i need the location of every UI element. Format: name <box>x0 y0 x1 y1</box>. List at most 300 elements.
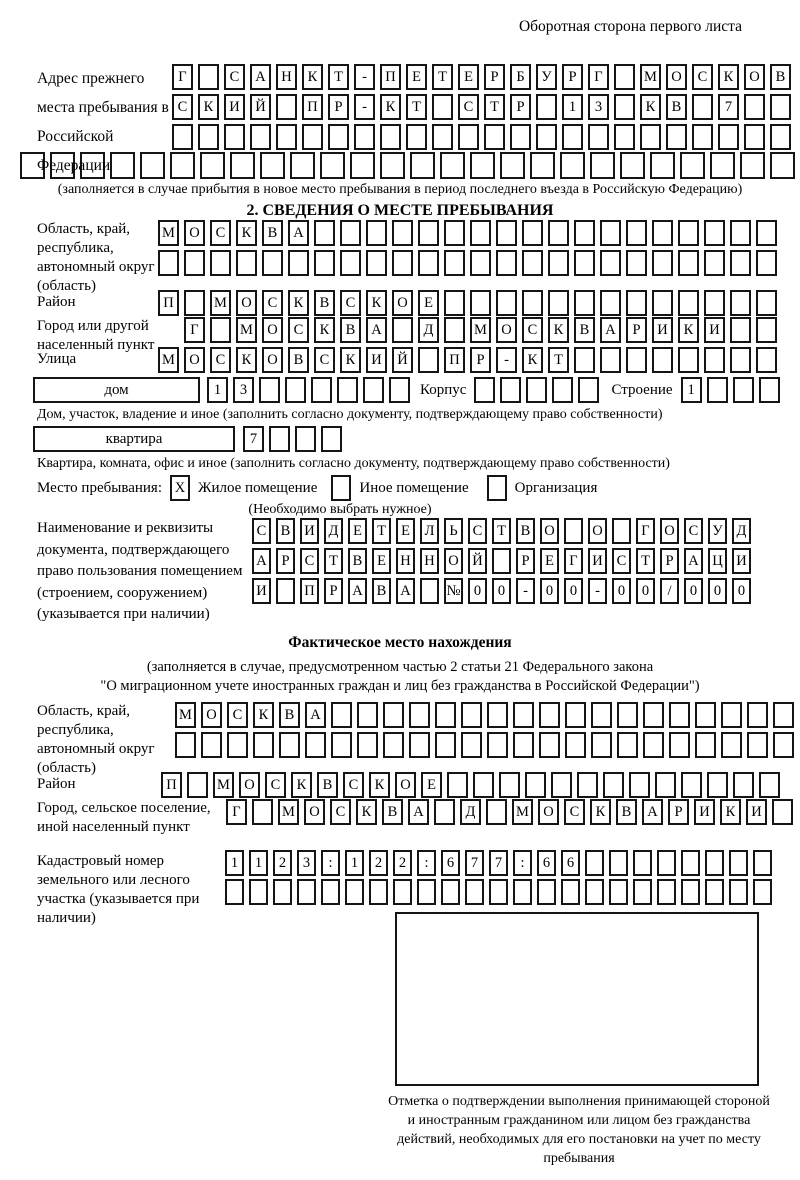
form-cell[interactable]: К <box>356 799 377 825</box>
form-cell[interactable]: Р <box>626 317 647 343</box>
form-cell[interactable]: С <box>343 772 364 798</box>
form-cell[interactable]: А <box>684 548 703 574</box>
form-cell[interactable]: В <box>616 799 637 825</box>
form-cell[interactable] <box>733 377 754 403</box>
form-cell[interactable]: О <box>184 347 205 373</box>
form-cell[interactable] <box>744 94 765 120</box>
form-cell[interactable] <box>470 220 491 246</box>
form-cell[interactable]: 7 <box>465 850 484 876</box>
form-cell[interactable]: О <box>239 772 260 798</box>
form-cell[interactable] <box>669 732 690 758</box>
form-cell[interactable] <box>522 290 543 316</box>
form-cell[interactable] <box>704 290 725 316</box>
form-cell[interactable] <box>574 220 595 246</box>
form-cell[interactable] <box>526 377 547 403</box>
form-cell[interactable]: А <box>366 317 387 343</box>
form-cell[interactable] <box>392 250 413 276</box>
form-cell[interactable]: Й <box>392 347 413 373</box>
form-cell[interactable] <box>552 377 573 403</box>
form-cell[interactable] <box>678 250 699 276</box>
form-cell[interactable] <box>756 220 777 246</box>
form-cell[interactable] <box>733 772 754 798</box>
form-cell[interactable] <box>772 799 793 825</box>
form-cell[interactable] <box>770 124 791 150</box>
form-cell[interactable]: Ц <box>708 548 727 574</box>
form-cell[interactable]: К <box>314 317 335 343</box>
form-cell[interactable] <box>744 124 765 150</box>
form-cell[interactable]: О <box>444 548 463 574</box>
form-cell[interactable]: К <box>291 772 312 798</box>
form-cell[interactable]: У <box>536 64 557 90</box>
form-cell[interactable] <box>522 220 543 246</box>
form-cell[interactable] <box>500 377 521 403</box>
form-cell[interactable] <box>652 220 673 246</box>
form-cell[interactable]: О <box>588 518 607 544</box>
form-cell[interactable]: К <box>302 64 323 90</box>
form-cell[interactable] <box>496 250 517 276</box>
form-cell[interactable]: О <box>744 64 765 90</box>
form-cell[interactable]: 0 <box>564 578 583 604</box>
form-cell[interactable] <box>756 290 777 316</box>
form-cell[interactable] <box>730 347 751 373</box>
form-cell[interactable] <box>629 772 650 798</box>
zhiloe-checkbox[interactable]: X <box>170 475 190 501</box>
form-cell[interactable]: О <box>496 317 517 343</box>
form-cell[interactable]: Е <box>421 772 442 798</box>
form-cell[interactable] <box>770 94 791 120</box>
form-cell[interactable]: И <box>224 94 245 120</box>
form-cell[interactable] <box>273 879 292 905</box>
form-cell[interactable]: - <box>354 64 375 90</box>
form-cell[interactable] <box>489 879 508 905</box>
form-cell[interactable] <box>444 317 465 343</box>
form-cell[interactable] <box>565 702 586 728</box>
form-cell[interactable] <box>321 426 342 452</box>
form-cell[interactable]: К <box>236 220 257 246</box>
form-cell[interactable]: О <box>666 64 687 90</box>
form-cell[interactable] <box>770 152 795 179</box>
form-cell[interactable]: О <box>304 799 325 825</box>
form-cell[interactable]: 2 <box>369 850 388 876</box>
form-cell[interactable] <box>773 732 794 758</box>
form-cell[interactable]: М <box>210 290 231 316</box>
form-cell[interactable]: И <box>588 548 607 574</box>
form-cell[interactable]: / <box>660 578 679 604</box>
form-cell[interactable] <box>410 152 435 179</box>
form-cell[interactable]: С <box>288 317 309 343</box>
form-cell[interactable]: П <box>161 772 182 798</box>
form-cell[interactable] <box>357 732 378 758</box>
form-cell[interactable] <box>444 250 465 276</box>
form-cell[interactable]: С <box>262 290 283 316</box>
form-cell[interactable] <box>560 152 585 179</box>
form-cell[interactable]: С <box>458 94 479 120</box>
form-cell[interactable] <box>435 732 456 758</box>
form-cell[interactable]: К <box>720 799 741 825</box>
form-cell[interactable] <box>753 879 772 905</box>
form-cell[interactable]: С <box>224 64 245 90</box>
form-cell[interactable]: О <box>538 799 559 825</box>
form-cell[interactable] <box>227 732 248 758</box>
form-cell[interactable] <box>461 702 482 728</box>
form-cell[interactable] <box>297 879 316 905</box>
form-cell[interactable] <box>260 152 285 179</box>
form-cell[interactable]: К <box>640 94 661 120</box>
form-cell[interactable] <box>740 152 765 179</box>
form-cell[interactable] <box>753 850 772 876</box>
form-cell[interactable] <box>486 799 507 825</box>
form-cell[interactable]: М <box>158 220 179 246</box>
form-cell[interactable] <box>603 772 624 798</box>
form-cell[interactable]: 0 <box>636 578 655 604</box>
form-cell[interactable] <box>612 518 631 544</box>
form-cell[interactable] <box>345 879 364 905</box>
form-cell[interactable]: 1 <box>225 850 244 876</box>
form-cell[interactable] <box>759 772 780 798</box>
form-cell[interactable] <box>614 94 635 120</box>
form-cell[interactable] <box>681 772 702 798</box>
form-cell[interactable] <box>695 732 716 758</box>
form-cell[interactable]: С <box>172 94 193 120</box>
form-cell[interactable] <box>331 702 352 728</box>
form-cell[interactable]: О <box>262 317 283 343</box>
form-cell[interactable]: Д <box>732 518 751 544</box>
form-cell[interactable]: М <box>236 317 257 343</box>
form-cell[interactable]: 7 <box>489 850 508 876</box>
form-cell[interactable]: В <box>340 317 361 343</box>
form-cell[interactable] <box>729 879 748 905</box>
form-cell[interactable]: 1 <box>207 377 228 403</box>
form-cell[interactable]: К <box>590 799 611 825</box>
form-cell[interactable] <box>409 732 430 758</box>
form-cell[interactable] <box>513 732 534 758</box>
form-cell[interactable] <box>492 548 511 574</box>
form-cell[interactable] <box>633 850 652 876</box>
form-cell[interactable] <box>692 94 713 120</box>
form-cell[interactable]: В <box>666 94 687 120</box>
form-cell[interactable] <box>321 879 340 905</box>
form-cell[interactable]: С <box>340 290 361 316</box>
form-cell[interactable]: П <box>300 578 319 604</box>
form-cell[interactable] <box>290 152 315 179</box>
form-cell[interactable]: 3 <box>233 377 254 403</box>
form-cell[interactable] <box>730 220 751 246</box>
form-cell[interactable] <box>565 732 586 758</box>
form-cell[interactable] <box>418 220 439 246</box>
form-cell[interactable] <box>420 578 439 604</box>
form-cell[interactable] <box>236 250 257 276</box>
form-cell[interactable] <box>574 347 595 373</box>
form-cell[interactable] <box>210 317 231 343</box>
form-cell[interactable] <box>320 152 345 179</box>
form-cell[interactable] <box>357 702 378 728</box>
form-cell[interactable]: С <box>468 518 487 544</box>
form-cell[interactable]: : <box>513 850 532 876</box>
form-cell[interactable]: Р <box>516 548 535 574</box>
form-cell[interactable] <box>730 290 751 316</box>
form-cell[interactable]: С <box>252 518 271 544</box>
form-cell[interactable]: И <box>252 578 271 604</box>
form-cell[interactable]: А <box>600 317 621 343</box>
form-cell[interactable]: Н <box>420 548 439 574</box>
form-cell[interactable] <box>393 879 412 905</box>
form-cell[interactable]: Т <box>372 518 391 544</box>
form-cell[interactable] <box>461 732 482 758</box>
form-cell[interactable] <box>210 250 231 276</box>
form-cell[interactable]: Р <box>562 64 583 90</box>
form-cell[interactable] <box>383 732 404 758</box>
form-cell[interactable] <box>704 220 725 246</box>
form-cell[interactable]: В <box>516 518 535 544</box>
form-cell[interactable]: К <box>678 317 699 343</box>
form-cell[interactable]: О <box>201 702 222 728</box>
form-cell[interactable]: О <box>262 347 283 373</box>
form-cell[interactable]: Т <box>636 548 655 574</box>
form-cell[interactable] <box>487 732 508 758</box>
form-cell[interactable]: Т <box>328 64 349 90</box>
form-cell[interactable]: А <box>348 578 367 604</box>
form-cell[interactable]: - <box>516 578 535 604</box>
form-cell[interactable] <box>681 850 700 876</box>
form-cell[interactable]: У <box>708 518 727 544</box>
form-cell[interactable]: Е <box>418 290 439 316</box>
form-cell[interactable]: Т <box>484 94 505 120</box>
organizaciya-checkbox[interactable] <box>487 475 507 501</box>
form-cell[interactable]: С <box>692 64 713 90</box>
form-cell[interactable]: Д <box>460 799 481 825</box>
form-cell[interactable] <box>305 732 326 758</box>
form-cell[interactable]: : <box>417 850 436 876</box>
form-cell[interactable]: Г <box>636 518 655 544</box>
form-cell[interactable]: П <box>444 347 465 373</box>
form-cell[interactable] <box>536 124 557 150</box>
form-cell[interactable] <box>525 772 546 798</box>
form-cell[interactable] <box>230 152 255 179</box>
form-cell[interactable]: 0 <box>708 578 727 604</box>
form-cell[interactable] <box>279 732 300 758</box>
form-cell[interactable] <box>447 772 468 798</box>
form-cell[interactable] <box>487 702 508 728</box>
form-cell[interactable]: С <box>300 548 319 574</box>
form-cell[interactable] <box>441 879 460 905</box>
form-cell[interactable]: С <box>564 799 585 825</box>
form-cell[interactable] <box>614 124 635 150</box>
form-cell[interactable] <box>600 220 621 246</box>
form-cell[interactable]: С <box>227 702 248 728</box>
form-cell[interactable] <box>640 124 661 150</box>
form-cell[interactable] <box>380 124 401 150</box>
form-cell[interactable] <box>756 347 777 373</box>
form-cell[interactable] <box>350 152 375 179</box>
form-cell[interactable]: Е <box>372 548 391 574</box>
form-cell[interactable] <box>652 290 673 316</box>
form-cell[interactable] <box>759 377 780 403</box>
form-cell[interactable] <box>617 702 638 728</box>
form-cell[interactable]: 2 <box>393 850 412 876</box>
form-cell[interactable] <box>643 732 664 758</box>
form-cell[interactable] <box>314 220 335 246</box>
form-cell[interactable]: 1 <box>562 94 583 120</box>
form-cell[interactable] <box>249 879 268 905</box>
form-cell[interactable] <box>458 124 479 150</box>
form-cell[interactable] <box>262 250 283 276</box>
form-cell[interactable]: Р <box>510 94 531 120</box>
form-cell[interactable]: О <box>184 220 205 246</box>
form-cell[interactable] <box>705 879 724 905</box>
form-cell[interactable] <box>383 702 404 728</box>
form-cell[interactable] <box>276 94 297 120</box>
form-cell[interactable]: В <box>382 799 403 825</box>
form-cell[interactable] <box>510 124 531 150</box>
form-cell[interactable] <box>392 220 413 246</box>
form-cell[interactable]: С <box>314 347 335 373</box>
form-cell[interactable] <box>269 426 290 452</box>
form-cell[interactable]: Б <box>510 64 531 90</box>
form-cell[interactable]: 0 <box>540 578 559 604</box>
form-cell[interactable] <box>681 879 700 905</box>
form-cell[interactable]: Р <box>328 94 349 120</box>
form-cell[interactable] <box>721 702 742 728</box>
form-cell[interactable]: 0 <box>732 578 751 604</box>
form-cell[interactable] <box>170 152 195 179</box>
form-cell[interactable] <box>513 879 532 905</box>
form-cell[interactable]: П <box>302 94 323 120</box>
form-cell[interactable]: М <box>213 772 234 798</box>
form-cell[interactable] <box>536 94 557 120</box>
form-cell[interactable] <box>657 879 676 905</box>
form-cell[interactable]: 0 <box>612 578 631 604</box>
form-cell[interactable] <box>522 250 543 276</box>
form-cell[interactable] <box>620 152 645 179</box>
form-cell[interactable] <box>470 290 491 316</box>
form-cell[interactable]: Р <box>470 347 491 373</box>
form-cell[interactable]: И <box>652 317 673 343</box>
form-cell[interactable] <box>366 220 387 246</box>
form-cell[interactable]: Н <box>276 64 297 90</box>
form-cell[interactable]: 6 <box>561 850 580 876</box>
form-cell[interactable] <box>577 772 598 798</box>
form-cell[interactable] <box>198 124 219 150</box>
form-cell[interactable] <box>773 702 794 728</box>
form-cell[interactable]: Р <box>484 64 505 90</box>
form-cell[interactable]: К <box>253 702 274 728</box>
form-cell[interactable]: И <box>694 799 715 825</box>
form-cell[interactable]: Н <box>396 548 415 574</box>
form-cell[interactable] <box>314 250 335 276</box>
form-cell[interactable]: Й <box>468 548 487 574</box>
form-cell[interactable] <box>434 799 455 825</box>
form-cell[interactable] <box>609 879 628 905</box>
form-cell[interactable]: Е <box>348 518 367 544</box>
form-cell[interactable] <box>591 732 612 758</box>
form-cell[interactable]: Р <box>324 578 343 604</box>
form-cell[interactable] <box>484 124 505 150</box>
form-cell[interactable] <box>633 879 652 905</box>
form-cell[interactable]: Е <box>540 548 559 574</box>
form-cell[interactable]: Р <box>668 799 689 825</box>
form-cell[interactable]: П <box>380 64 401 90</box>
form-cell[interactable]: С <box>684 518 703 544</box>
form-cell[interactable] <box>548 290 569 316</box>
form-cell[interactable] <box>392 317 413 343</box>
form-cell[interactable]: С <box>265 772 286 798</box>
form-cell[interactable] <box>600 250 621 276</box>
form-cell[interactable]: 0 <box>684 578 703 604</box>
form-cell[interactable] <box>175 732 196 758</box>
form-cell[interactable]: Т <box>406 94 427 120</box>
form-cell[interactable]: Р <box>660 548 679 574</box>
form-cell[interactable]: К <box>548 317 569 343</box>
form-cell[interactable] <box>695 702 716 728</box>
form-cell[interactable] <box>328 124 349 150</box>
form-cell[interactable] <box>578 377 599 403</box>
form-cell[interactable]: М <box>512 799 533 825</box>
form-cell[interactable] <box>496 290 517 316</box>
form-cell[interactable] <box>252 799 273 825</box>
form-cell[interactable]: А <box>408 799 429 825</box>
form-cell[interactable] <box>666 124 687 150</box>
form-cell[interactable]: О <box>236 290 257 316</box>
form-cell[interactable]: 7 <box>243 426 264 452</box>
form-cell[interactable] <box>652 347 673 373</box>
form-cell[interactable] <box>444 220 465 246</box>
form-cell[interactable]: № <box>444 578 463 604</box>
form-cell[interactable] <box>574 290 595 316</box>
form-cell[interactable]: 1 <box>249 850 268 876</box>
form-cell[interactable]: С <box>210 347 231 373</box>
form-cell[interactable]: - <box>496 347 517 373</box>
form-cell[interactable]: А <box>252 548 271 574</box>
form-cell[interactable] <box>198 64 219 90</box>
form-cell[interactable] <box>626 250 647 276</box>
form-cell[interactable] <box>548 220 569 246</box>
form-cell[interactable] <box>302 124 323 150</box>
form-cell[interactable] <box>669 702 690 728</box>
form-cell[interactable]: М <box>640 64 661 90</box>
form-cell[interactable]: Е <box>458 64 479 90</box>
form-cell[interactable]: В <box>770 64 791 90</box>
form-cell[interactable]: Е <box>406 64 427 90</box>
form-cell[interactable]: М <box>278 799 299 825</box>
form-cell[interactable]: - <box>354 94 375 120</box>
form-cell[interactable]: С <box>522 317 543 343</box>
form-cell[interactable] <box>588 124 609 150</box>
form-cell[interactable]: 6 <box>537 850 556 876</box>
form-cell[interactable] <box>590 152 615 179</box>
form-cell[interactable]: Т <box>432 64 453 90</box>
form-cell[interactable] <box>585 879 604 905</box>
form-cell[interactable] <box>187 772 208 798</box>
form-cell[interactable] <box>474 377 495 403</box>
form-cell[interactable]: И <box>732 548 751 574</box>
form-cell[interactable] <box>417 879 436 905</box>
form-cell[interactable] <box>340 220 361 246</box>
form-cell[interactable]: О <box>540 518 559 544</box>
form-cell[interactable] <box>730 250 751 276</box>
form-cell[interactable] <box>432 94 453 120</box>
form-cell[interactable] <box>721 732 742 758</box>
form-cell[interactable]: 0 <box>492 578 511 604</box>
form-cell[interactable] <box>707 772 728 798</box>
form-cell[interactable]: А <box>642 799 663 825</box>
form-cell[interactable]: С <box>330 799 351 825</box>
form-cell[interactable] <box>707 377 728 403</box>
form-cell[interactable]: Е <box>396 518 415 544</box>
form-cell[interactable] <box>389 377 410 403</box>
form-cell[interactable] <box>678 290 699 316</box>
form-cell[interactable]: 6 <box>441 850 460 876</box>
form-cell[interactable]: В <box>574 317 595 343</box>
